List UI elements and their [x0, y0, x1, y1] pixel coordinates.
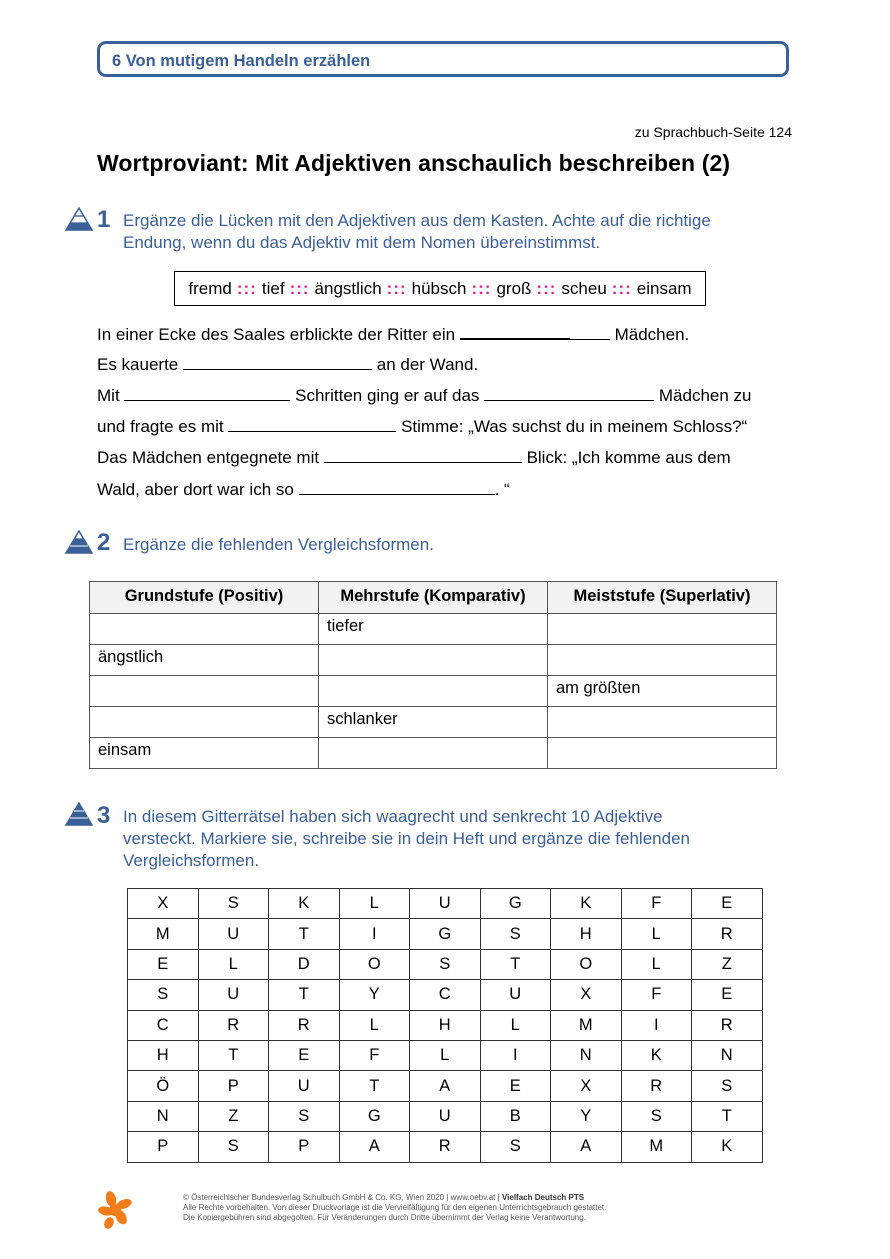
column-header: Meiststufe (Superlativ)	[548, 582, 777, 614]
grid-letter-cell[interactable]: L	[621, 919, 692, 949]
grid-letter-cell[interactable]: U	[410, 889, 481, 919]
grid-letter-cell[interactable]: K	[551, 889, 622, 919]
grid-letter-cell[interactable]: U	[198, 919, 269, 949]
cloze-sentence: In einer Ecke des Saales erblickte der Ritter ein Mädchen.	[97, 325, 690, 344]
grid-letter-cell[interactable]: O	[551, 949, 622, 979]
grid-letter-cell[interactable]: U	[410, 1101, 481, 1131]
grid-letter-cell[interactable]: K	[269, 889, 340, 919]
word: tief	[261, 278, 285, 298]
table-cell[interactable]	[548, 614, 777, 645]
grid-row	[128, 889, 763, 919]
grid-letter-cell[interactable]: S	[198, 889, 269, 919]
table-cell[interactable]	[90, 614, 319, 645]
grid-letter-cell[interactable]: C	[410, 980, 481, 1010]
comparison-table	[89, 581, 777, 769]
copyright-notice: © Österreichischer Bundesverlag Schulbuch GmbH & Co. KG, Wien 2020 | www.oebv.at | Vielfach Deutsch PTS Alle Rechte vorbehalten. Von dieser Druckvorlage ist die Vervielfältigung für den eigenen Unterrichtsgebrauch gestattet. Die Kopiergebühren sind abgegolten. Für Veränderungen durch Dritte übernimmt der Verlag keine Verantwortung.	[183, 1193, 607, 1222]
cloze-sentence: Wald, aber dort war ich so . “	[97, 480, 510, 499]
task-3-number: 3	[97, 802, 111, 829]
grid-row	[128, 949, 763, 979]
grid-letter-cell[interactable]: M	[551, 1010, 622, 1040]
table-cell: einsam	[90, 738, 319, 769]
table-cell[interactable]	[319, 738, 548, 769]
table-cell: ängstlich	[90, 645, 319, 676]
grid-letter-cell[interactable]: P	[198, 1071, 269, 1101]
grid-letter-cell[interactable]: B	[480, 1101, 551, 1131]
task-3-instruction: In diesem Gitterrätsel haben sich waagrecht und senkrecht 10 Adjektive versteckt. Markiere sie, schreibe sie in dein Heft und ergänze die fehlenden Vergleichsformen.	[123, 807, 690, 870]
grid-letter-cell[interactable]: H	[128, 1040, 199, 1070]
grid-letter-cell[interactable]: S	[198, 1132, 269, 1162]
word: ängstlich	[314, 278, 382, 298]
grid-row	[128, 1010, 763, 1040]
table-row	[90, 645, 777, 676]
grid-letter-cell[interactable]: S	[480, 1132, 551, 1162]
page-title: Wortproviant: Mit Adjektiven anschaulich beschreiben (2)	[97, 150, 731, 176]
grid-letter-cell[interactable]: S	[128, 980, 199, 1010]
task-2-number: 2	[97, 529, 111, 556]
grid-letter-cell[interactable]: H	[410, 1010, 481, 1040]
grid-letter-cell[interactable]: T	[269, 919, 340, 949]
grid-letter-cell[interactable]: S	[269, 1101, 340, 1131]
grid-letter-cell[interactable]: Y	[551, 1101, 622, 1131]
task-1-number: 1	[97, 206, 111, 233]
grid-letter-cell[interactable]: G	[480, 889, 551, 919]
grid-letter-cell[interactable]: X	[551, 980, 622, 1010]
grid-letter-cell[interactable]: R	[198, 1010, 269, 1040]
answer-gap[interactable]	[228, 417, 396, 432]
grid-letter-cell[interactable]: Ö	[128, 1071, 199, 1101]
table-cell[interactable]	[90, 676, 319, 707]
difficulty-triangle-icon	[65, 802, 93, 826]
grid-letter-cell[interactable]: X	[551, 1071, 622, 1101]
word: hübsch	[411, 278, 467, 298]
grid-letter-cell[interactable]: T	[480, 949, 551, 979]
grid-letter-cell[interactable]: F	[339, 1040, 410, 1070]
grid-letter-cell[interactable]: E	[692, 980, 763, 1010]
grid-letter-cell[interactable]: T	[692, 1101, 763, 1131]
grid-letter-cell[interactable]: G	[339, 1101, 410, 1131]
grid-letter-cell[interactable]: Z	[198, 1101, 269, 1131]
grid-letter-cell[interactable]: N	[692, 1040, 763, 1070]
table-header-row	[90, 582, 777, 614]
column-header: Mehrstufe (Komparativ)	[319, 582, 548, 614]
cloze-sentence: Es kauerte an der Wand.	[97, 355, 479, 374]
grid-letter-cell[interactable]: L	[198, 949, 269, 979]
task-2-instruction: Ergänze die fehlenden Vergleichsformen.	[123, 535, 434, 554]
grid-row	[128, 1101, 763, 1131]
grid-letter-cell[interactable]: I	[339, 919, 410, 949]
word: scheu	[561, 278, 607, 298]
table-row	[90, 738, 777, 769]
table-cell[interactable]	[548, 707, 777, 738]
cloze-sentence: Das Mädchen entgegnete mit Blick: „Ich komme aus dem	[97, 448, 731, 467]
cloze-sentence: Mit Schritten ging er auf das Mädchen zu	[97, 386, 752, 405]
table-row	[90, 614, 777, 645]
grid-letter-cell[interactable]: G	[410, 919, 481, 949]
grid-letter-cell[interactable]: I	[480, 1040, 551, 1070]
grid-letter-cell[interactable]: D	[269, 949, 340, 979]
grid-letter-cell[interactable]: E	[692, 889, 763, 919]
grid-letter-cell[interactable]: T	[198, 1040, 269, 1070]
grid-letter-cell[interactable]: A	[551, 1132, 622, 1162]
grid-letter-cell[interactable]: K	[621, 1040, 692, 1070]
grid-letter-cell[interactable]: K	[692, 1132, 763, 1162]
table-cell[interactable]	[319, 645, 548, 676]
grid-row	[128, 1071, 763, 1101]
grid-letter-cell[interactable]: R	[621, 1071, 692, 1101]
answer-gap[interactable]	[324, 448, 522, 463]
grid-letter-cell[interactable]: C	[128, 1010, 199, 1040]
cloze-sentence: und fragte es mit Stimme: „Was suchst du in meinem Schloss?“	[97, 417, 748, 436]
grid-letter-cell[interactable]: R	[410, 1132, 481, 1162]
grid-letter-cell[interactable]: I	[621, 1010, 692, 1040]
table-row	[90, 707, 777, 738]
grid-letter-cell[interactable]: L	[480, 1010, 551, 1040]
table-cell[interactable]	[548, 645, 777, 676]
table-cell[interactable]	[548, 738, 777, 769]
chapter-header	[97, 41, 789, 77]
word: fremd	[188, 278, 232, 298]
grid-letter-cell[interactable]: R	[692, 919, 763, 949]
table-row	[90, 676, 777, 707]
chapter-title: 6 Von mutigem Handeln erzählen	[112, 52, 371, 70]
answer-gap[interactable]	[124, 386, 290, 401]
grid-letter-cell[interactable]: R	[269, 1010, 340, 1040]
table-cell[interactable]	[90, 707, 319, 738]
answer-gap[interactable]	[299, 480, 495, 495]
grid-letter-cell[interactable]: Z	[692, 949, 763, 979]
grid-letter-cell[interactable]: U	[480, 980, 551, 1010]
grid-letter-cell[interactable]: X	[128, 889, 199, 919]
grid-letter-cell[interactable]: N	[551, 1040, 622, 1070]
grid-letter-cell[interactable]: E	[480, 1071, 551, 1101]
answer-gap[interactable]	[484, 386, 654, 401]
grid-letter-cell[interactable]: A	[410, 1071, 481, 1101]
grid-letter-cell[interactable]: E	[269, 1040, 340, 1070]
grid-letter-cell[interactable]: P	[128, 1132, 199, 1162]
column-header: Grundstufe (Positiv)	[90, 582, 319, 614]
grid-letter-cell[interactable]: S	[621, 1101, 692, 1131]
answer-gap[interactable]	[460, 324, 570, 340]
word-box: fremd ::: tief ::: ängstlich ::: hübsch ::: groß ::: scheu ::: einsam	[174, 271, 706, 306]
grid-letter-cell[interactable]: R	[692, 1010, 763, 1040]
grid-letter-cell[interactable]: F	[621, 889, 692, 919]
grid-letter-cell[interactable]: O	[339, 949, 410, 979]
word-search-grid	[127, 888, 763, 1163]
grid-letter-cell[interactable]: M	[128, 919, 199, 949]
table-cell: schlanker	[319, 707, 548, 738]
grid-row	[128, 1040, 763, 1070]
publisher-logo-icon	[97, 1190, 133, 1230]
difficulty-triangle-icon	[65, 207, 93, 231]
grid-letter-cell[interactable]: L	[410, 1040, 481, 1070]
answer-gap[interactable]	[183, 355, 372, 370]
grid-letter-cell[interactable]: A	[339, 1132, 410, 1162]
grid-letter-cell[interactable]: H	[551, 919, 622, 949]
grid-letter-cell[interactable]: S	[692, 1071, 763, 1101]
grid-letter-cell[interactable]: E	[128, 949, 199, 979]
grid-letter-cell[interactable]: F	[621, 980, 692, 1010]
table-cell: tiefer	[319, 614, 548, 645]
table-cell[interactable]	[319, 676, 548, 707]
word: einsam	[636, 278, 692, 298]
grid-letter-cell[interactable]: U	[269, 1071, 340, 1101]
grid-letter-cell[interactable]: N	[128, 1101, 199, 1131]
grid-letter-cell[interactable]: S	[480, 919, 551, 949]
grid-letter-cell[interactable]: L	[339, 1010, 410, 1040]
grid-letter-cell[interactable]: P	[269, 1132, 340, 1162]
table-cell: am größten	[548, 676, 777, 707]
grid-letter-cell[interactable]: L	[621, 949, 692, 979]
grid-letter-cell[interactable]: T	[269, 980, 340, 1010]
grid-letter-cell[interactable]: T	[339, 1071, 410, 1101]
word: groß	[496, 278, 532, 298]
difficulty-triangle-icon	[65, 530, 93, 554]
grid-letter-cell[interactable]: M	[621, 1132, 692, 1162]
grid-letter-cell[interactable]: Y	[339, 980, 410, 1010]
grid-letter-cell[interactable]: S	[410, 949, 481, 979]
grid-row	[128, 980, 763, 1010]
grid-row	[128, 1132, 763, 1162]
grid-letter-cell[interactable]: L	[339, 889, 410, 919]
page-reference: zu Sprachbuch-Seite 124	[634, 124, 792, 140]
grid-letter-cell[interactable]: U	[198, 980, 269, 1010]
task-1-instruction: Ergänze die Lücken mit den Adjektiven aus dem Kasten. Achte auf die richtige Endung, wenn du das Adjektiv mit dem Nomen übereinstimmst.	[123, 211, 711, 252]
grid-row	[128, 919, 763, 949]
